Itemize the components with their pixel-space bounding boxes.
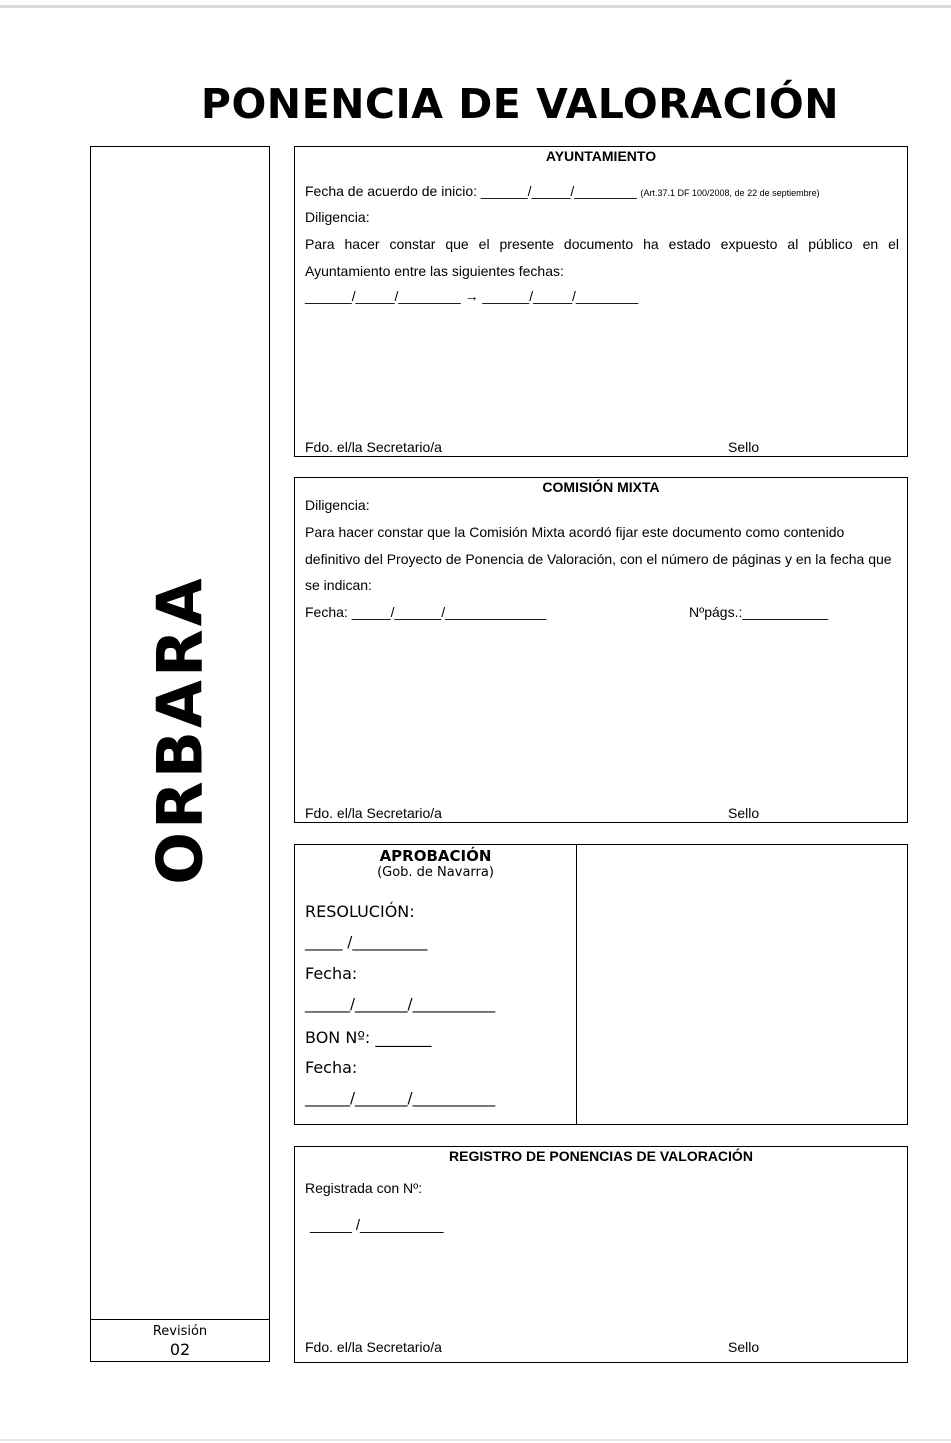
- page-title: PONENCIA DE VALORACIÓN: [200, 80, 840, 128]
- bon-fecha-label: Fecha:: [305, 1058, 358, 1077]
- revision-label: Revisión: [152, 1324, 208, 1339]
- ayuntamiento-diligencia: Diligencia:: [305, 209, 370, 225]
- ayuntamiento-body: Para hacer constar que el presente documento ha estado expuesto al público en el Ayuntamiento entre las siguientes fechas:: [305, 236, 899, 279]
- aprobacion-subtitle: (Gob. de Navarra): [377, 865, 494, 880]
- exposure-date-range[interactable]: ______/_____/________ → ______/_____/________: [305, 288, 639, 304]
- municipality-sidebar: [90, 146, 270, 1362]
- registrada-label: Registrada con Nº:: [305, 1180, 423, 1196]
- comision-fecha-field[interactable]: Fecha: _____/______/_____________: [305, 604, 547, 620]
- registro-section: [294, 1146, 908, 1363]
- revision-box: [91, 1319, 269, 1361]
- ayuntamiento-signature: Fdo. el/la Secretario/a: [305, 439, 442, 455]
- bottom-divider: [0, 1439, 951, 1441]
- registro-title: REGISTRO DE PONENCIAS DE VALORACIÓN: [449, 1148, 753, 1164]
- resolucion-field[interactable]: _____ /__________: [305, 933, 428, 951]
- bon-fecha-field[interactable]: ______/_______/___________: [305, 1089, 496, 1107]
- fecha-inicio-field[interactable]: Fecha de acuerdo de inicio: ______/_____/________: [305, 183, 637, 199]
- article-reference: (Art.37.1 DF 100/2008, de 22 de septiembre): [640, 188, 820, 198]
- fecha-inicio-line: [305, 183, 820, 199]
- registro-number-field[interactable]: _____ /__________: [310, 1217, 444, 1234]
- top-divider: [0, 5, 951, 8]
- aprobacion-fecha-field[interactable]: ______/_______/___________: [305, 995, 496, 1013]
- comision-title: COMISIÓN MIXTA: [542, 479, 660, 495]
- registro-signature: Fdo. el/la Secretario/a: [305, 1339, 442, 1355]
- aprobacion-fecha-label: Fecha:: [305, 964, 358, 983]
- aprobacion-details: [295, 845, 577, 1124]
- aprobacion-section: [294, 844, 908, 1125]
- comision-diligencia: Diligencia:: [305, 497, 370, 513]
- ayuntamiento-stamp: Sello: [728, 439, 760, 455]
- comision-signature: Fdo. el/la Secretario/a: [305, 805, 442, 821]
- registro-stamp: Sello: [728, 1339, 760, 1355]
- aprobacion-title: APROBACIÓN: [379, 847, 492, 865]
- revision-number: 02: [169, 1340, 191, 1359]
- comision-mixta-section: [294, 477, 908, 823]
- comision-body: Para hacer constar que la Comisión Mixta acordó fijar este documento como contenido definitivo del Proyecto de Ponencia de Valoración, con el número de páginas y en la fecha que se indican:: [305, 524, 892, 593]
- ayuntamiento-title: AYUNTAMIENTO: [545, 148, 657, 164]
- resolucion-label: RESOLUCIÓN:: [305, 902, 415, 921]
- comision-stamp: Sello: [728, 805, 760, 821]
- municipality-name: ORBARA: [143, 575, 217, 885]
- page-count-field[interactable]: Nºpágs.:___________: [689, 604, 829, 620]
- ayuntamiento-section: [294, 146, 908, 457]
- bon-number-field[interactable]: BON Nº: _______: [305, 1028, 432, 1047]
- aprobacion-stamp-area: [577, 845, 907, 1124]
